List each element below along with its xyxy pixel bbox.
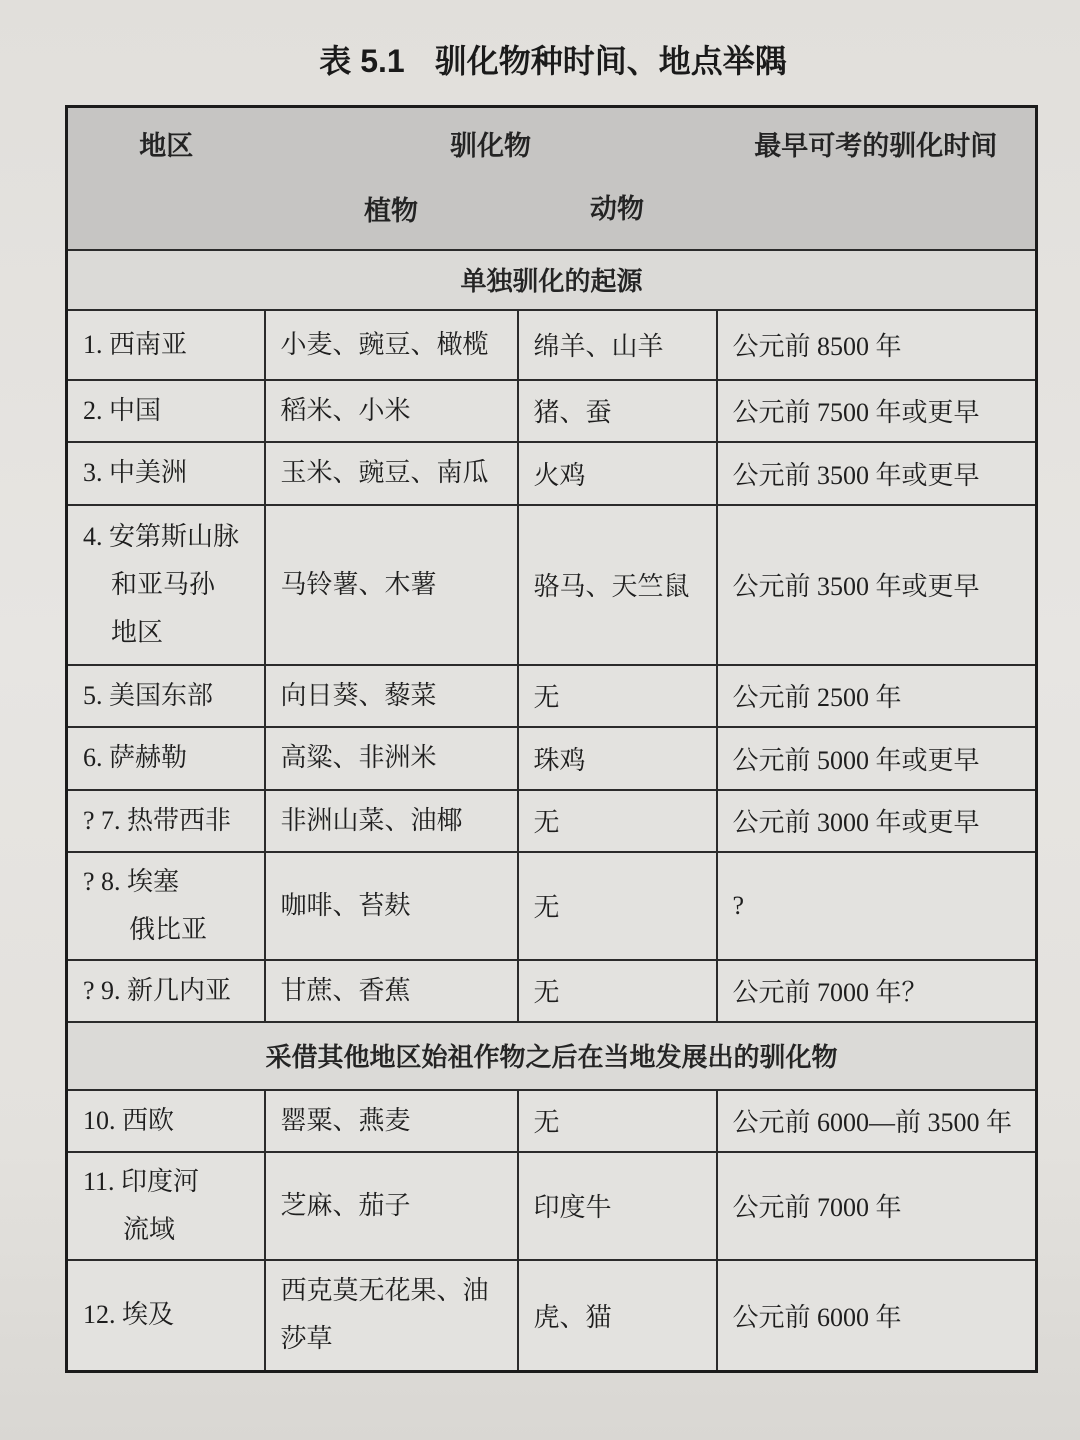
header-row-bottom xyxy=(67,179,1037,250)
region-line: 6. 萨赫勒 xyxy=(83,743,188,772)
plants-line: 芝麻、茄子 xyxy=(280,1190,411,1220)
region-cell xyxy=(67,665,265,727)
plants-cell xyxy=(265,1260,518,1372)
plants-cell xyxy=(265,1090,518,1152)
animals-cell: 珠鸡 xyxy=(518,727,717,790)
region-cell xyxy=(67,442,265,505)
section-row xyxy=(67,250,1037,310)
table-number: 表 5.1 xyxy=(319,43,405,79)
table-row xyxy=(67,1090,1037,1152)
region-cell xyxy=(67,380,265,442)
region-line: 10. 西欧 xyxy=(83,1105,175,1135)
region-line: 流域 xyxy=(123,1214,176,1244)
region-cell xyxy=(67,790,265,852)
plants-line: 咖啡、苔麸 xyxy=(280,890,411,920)
animals-cell: 绵羊、山羊 xyxy=(518,310,717,380)
region-cell xyxy=(67,1260,265,1372)
plants-line: 马铃薯、木薯 xyxy=(280,569,437,599)
plants-line: 非洲山菜、油椰 xyxy=(280,805,463,835)
header-domesticates: 驯化物 xyxy=(265,107,717,179)
section-label: 单独驯化的起源 xyxy=(67,250,1037,310)
animals-cell: 无 xyxy=(518,960,717,1022)
plants-line: 小麦、豌豆、橄榄 xyxy=(280,329,489,359)
animals-cell: 无 xyxy=(518,665,717,727)
table-row xyxy=(67,960,1037,1022)
plants-cell xyxy=(265,727,518,790)
page-title xyxy=(0,36,1080,82)
date-cell: 公元前 7500 年或更早 xyxy=(717,380,1037,442)
table-row xyxy=(67,1260,1037,1372)
date-cell: 公元前 8500 年 xyxy=(717,310,1037,380)
region-cell xyxy=(67,505,265,665)
domestication-table xyxy=(65,105,1038,1373)
header-row-top xyxy=(67,107,1037,179)
table-row xyxy=(67,727,1037,790)
plants-cell xyxy=(265,1152,518,1260)
table-row xyxy=(67,380,1037,442)
plants-line: 西克莫无花果、油 xyxy=(280,1276,489,1306)
table-row xyxy=(67,310,1037,380)
date-cell: ? xyxy=(717,852,1037,960)
header-earliest-date: 最早可考的驯化时间 xyxy=(717,107,1037,179)
plants-line: 稻米、小米 xyxy=(280,395,411,425)
region-line: ? 8. 埃塞 xyxy=(83,866,180,896)
header-region: 地区 xyxy=(67,107,265,179)
plants-line: 莎草 xyxy=(280,1324,333,1354)
region-cell xyxy=(67,852,265,960)
table-row xyxy=(67,665,1037,727)
table-row xyxy=(67,1152,1037,1260)
animals-cell: 印度牛 xyxy=(518,1152,717,1260)
header-animals: 动物 xyxy=(518,179,717,250)
plants-line: 玉米、豌豆、南瓜 xyxy=(280,458,489,487)
region-line: 1. 西南亚 xyxy=(83,329,188,359)
plants-cell xyxy=(265,310,518,380)
region-line: ? 7. 热带西非 xyxy=(83,805,232,835)
region-cell xyxy=(67,727,265,790)
region-cell xyxy=(67,960,265,1022)
date-cell: 公元前 3000 年或更早 xyxy=(717,790,1037,852)
section-label: 采借其他地区始祖作物之后在当地发展出的驯化物 xyxy=(67,1022,1037,1090)
plants-line: 甘蔗、香蕉 xyxy=(280,975,411,1005)
date-cell: 公元前 6000—前 3500 年 xyxy=(717,1090,1037,1152)
region-line: 5. 美国东部 xyxy=(83,680,214,710)
plants-cell xyxy=(265,665,518,727)
region-line: 2. 中国 xyxy=(83,395,162,425)
table-row xyxy=(67,852,1037,960)
region-line: 俄比亚 xyxy=(129,914,208,944)
region-line: 12. 埃及 xyxy=(83,1300,175,1330)
plants-cell xyxy=(265,790,518,852)
region-cell xyxy=(67,1090,265,1152)
animals-cell: 无 xyxy=(518,790,717,852)
date-cell: 公元前 7000 年 xyxy=(717,1152,1037,1260)
plants-line: 向日葵、藜菜 xyxy=(280,680,437,710)
region-line: 3. 中美洲 xyxy=(83,458,188,487)
region-line: 11. 印度河 xyxy=(83,1166,200,1196)
region-line: 4. 安第斯山脉 xyxy=(83,521,240,551)
plants-line: 高粱、非洲米 xyxy=(280,743,437,772)
plants-cell xyxy=(265,960,518,1022)
region-cell xyxy=(67,310,265,380)
header-plants: 植物 xyxy=(265,179,518,250)
table-caption: 驯化物种时间、地点举隅 xyxy=(434,43,787,79)
table-row xyxy=(67,505,1037,665)
plants-cell xyxy=(265,442,518,505)
date-cell: 公元前 2500 年 xyxy=(717,665,1037,727)
animals-cell: 无 xyxy=(518,1090,717,1152)
plants-line: 罂粟、燕麦 xyxy=(280,1105,411,1135)
animals-cell: 无 xyxy=(518,852,717,960)
animals-cell: 猪、蚕 xyxy=(518,380,717,442)
date-cell: 公元前 5000 年或更早 xyxy=(717,727,1037,790)
animals-cell: 虎、猫 xyxy=(518,1260,717,1372)
region-line: ? 9. 新几内亚 xyxy=(83,975,232,1005)
header-empty-right xyxy=(717,179,1037,250)
plants-cell xyxy=(265,505,518,665)
section-row xyxy=(67,1022,1037,1090)
table-row xyxy=(67,790,1037,852)
region-line: 地区 xyxy=(111,617,164,647)
region-line: 和亚马孙 xyxy=(111,569,216,599)
plants-cell xyxy=(265,380,518,442)
animals-cell: 火鸡 xyxy=(518,442,717,505)
date-cell: 公元前 3500 年或更早 xyxy=(717,442,1037,505)
table-row xyxy=(67,442,1037,505)
animals-cell: 骆马、天竺鼠 xyxy=(518,505,717,665)
plants-cell xyxy=(265,852,518,960)
header-empty-left xyxy=(67,179,265,250)
date-cell: 公元前 6000 年 xyxy=(717,1260,1037,1372)
date-cell: 公元前 7000 年？ xyxy=(717,960,1037,1022)
region-cell xyxy=(67,1152,265,1260)
date-cell: 公元前 3500 年或更早 xyxy=(717,505,1037,665)
